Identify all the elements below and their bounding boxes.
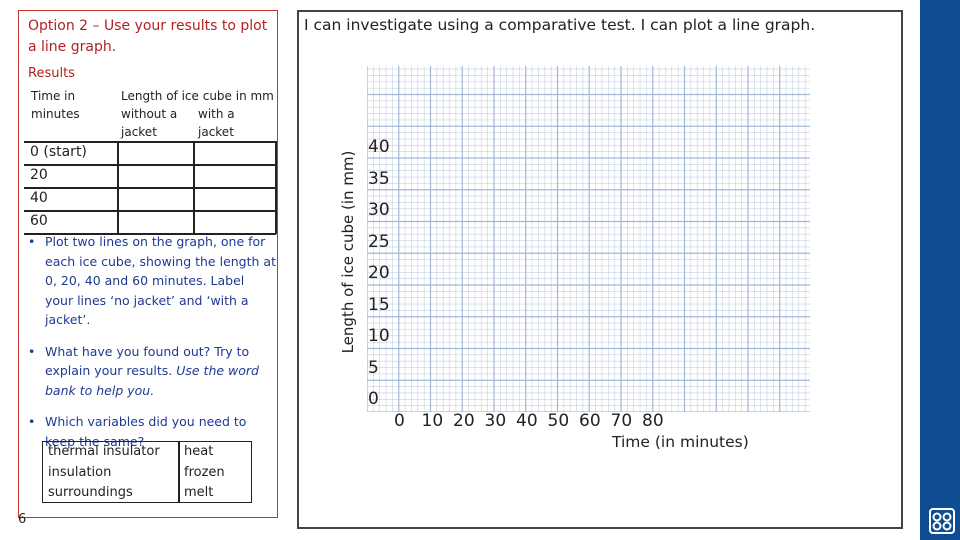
y-tick-label: 30 [368,200,390,220]
y-tick-label: 25 [368,231,390,252]
instruction-text: Plot two lines on the graph, one for each ice cube, showing the length at 0, 20, 40 and 60 minutes. Label your lines ‘no jacket’ and ‘with a jacket’. [45,234,276,327]
table-row-time: 20 [30,167,48,183]
x-tick-label: 50 [547,411,570,431]
table-rule [24,187,276,189]
table-row-time: 60 [30,213,48,229]
instruction-found-out [26,342,276,401]
table-rule [275,141,277,234]
table-row-time: 0 (start) [30,144,87,160]
option-title: Option 2 – Use your results to plot a line graph. [28,18,268,55]
x-tick-label: 0 [394,411,405,431]
x-tick-label: 40 [516,411,538,431]
y-tick-label: 20 [368,263,390,283]
table-rule [193,141,195,234]
table-row-time: 40 [30,190,48,206]
instruction-text: What have you found out? Try to explain your results. [45,343,250,378]
page-number: 6 [18,512,27,527]
x-tick-label: 80 [642,411,664,431]
instruction-list [26,232,276,458]
time-header: Time in minutes [31,89,80,121]
word-bank-divider [178,441,180,503]
instruction-plot-lines [26,232,276,330]
word-bank-word: heat [184,444,214,459]
word-bank-word: melt [184,485,214,500]
y-tick-label: 10 [368,326,390,346]
table-rule [24,164,276,166]
instruction-word-bank-hint: Use the word bank to help you. [45,363,259,398]
without-jacket-header: without a jacket [121,107,178,139]
word-bank-word: frozen [184,464,225,480]
table-rule [24,141,276,143]
instruction-text: Which variables did you need to keep the same? [45,414,247,449]
table-rule [24,210,276,212]
x-axis-label: Time (in minutes) [612,433,749,451]
school-logo-icon [929,508,955,534]
table-rule [117,141,119,234]
with-jacket-header: with a jacket [198,107,235,139]
y-axis-label: Length of ice cube (in mm) [339,150,357,354]
y-tick-label: 0 [368,389,379,409]
x-tick-label: 20 [453,411,475,431]
learning-objective: I can investigate using a comparative test. I can plot a line graph. [304,16,816,34]
x-tick-label: 10 [421,411,444,431]
y-tick-label: 35 [368,168,390,189]
length-header: Length of ice cube in mm [121,89,274,103]
x-tick-label: 30 [484,411,507,431]
y-tick-label: 5 [368,357,379,378]
side-bar [920,0,960,540]
word-bank-word: thermal insulator [48,444,160,459]
results-label: Results [28,66,75,81]
graph-paper [367,66,810,412]
y-tick-label: 40 [368,137,390,157]
y-tick-label: 15 [368,294,390,315]
x-tick-label: 60 [579,411,601,431]
word-bank-word: insulation [48,464,112,480]
word-bank-word: surroundings [48,485,133,500]
x-tick-label: 70 [610,411,633,431]
